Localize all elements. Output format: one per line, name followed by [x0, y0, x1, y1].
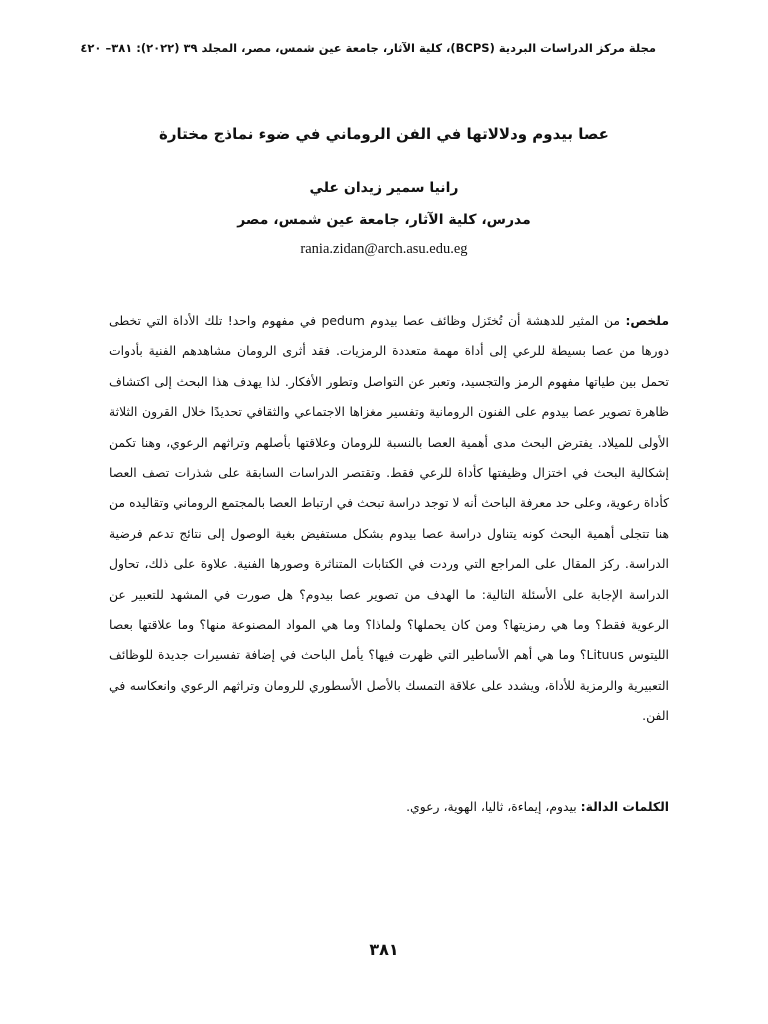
keywords-label: الكلمات الدالة: — [580, 799, 669, 814]
article-title: عصا بيدوم ودلالاتها في الفن الروماني في ضوء نماذج مختارة — [159, 125, 609, 143]
keywords — [109, 796, 669, 818]
running-header: مجلة مركز الدراسات البردية (BCPS)، كلية الآثار، جامعة عين شمس، مصر، المجلد ٣٩ (٢٠٢٢): ٣٨١– ٤٢٠ — [80, 41, 656, 55]
abstract-text: من المثير للدهشة أن تُختَزل وظائف عصا بيدوم pedum في مفهوم واحد! تلك الأداة التي تخطى دورها من عصا بسيطة للرعي إلى أداة مهمة متعددة الرمزيات. فقد أثرى الرومان مشاهدهم الفنية بأدوات تحمل بين طياتها مفهوم الرمز والتجسيد، وتعبر عن التواصل وتطور الأفكار. لذا يهدف هذا البحث إلى اكتشاف ظاهرة تصوير عصا بيدوم على الفنون الرومانية وتفسير مغزاها الاجتماعي والثقافي تحديدًا خلال القرون الثلاثة الأولى للميلاد. يفترض البحث مدى أهمية العصا بالنسبة للرومان وعلاقتها بأصلهم وتراثهم الرعوي، وهنا تكمن إشكالية البحث في اختزال وظيفتها كأداة للرعي فقط. وتقتصر الدراسات السابقة على شذرات تصف العصا كأداة رعوية، وعلى حد معرفة الباحث أنه لا توجد دراسة تبحث في ارتباط العصا بالمجتمع الروماني وتقاليده من هنا تتجلى أهمية البحث كونه يتناول دراسة عصا بيدوم بشكل مستفيض بغية الوصول إلى نتائج تدعم فرضية الدراسة. ركز المقال على المراجع التي وردت في الكتابات المتناثرة وصورها الفنية. علاوة على ذلك، تحاول الدراسة الإجابة على الأسئلة التالية: ما الهدف من تصوير عصا بيدوم؟ هل صورت في المشهد للتعبير عن الرعوية فقط؟ وما هي رمزيتها؟ ومن كان يحملها؟ ولماذا؟ وما هي المواد المصنوعة منها؟ وما علاقتها بعصا الليتوس Lituus؟ وما هي أهم الأساطير التي ظهرت فيها؟ يأمل الباحث في إضافة تفسيرات جديدة للوظائف التعبيرية والرمزية للأداة، ويشدد على علاقة التمسك بالأصل الأسطوري للرومان وتراثهم الرعوي وانعكاسه في الفن. — [109, 313, 669, 724]
abstract-label: ملخص: — [625, 313, 669, 328]
author-email[interactable]: rania.zidan@arch.asu.edu.eg — [300, 241, 468, 257]
page-number: ٣٨١ — [369, 940, 399, 959]
author-affiliation: مدرس، كلية الآثار، جامعة عين شمس، مصر — [237, 212, 531, 228]
abstract — [109, 306, 669, 732]
keywords-text: بيدوم، إيماءة، ثاليا، الهوية، رعوي. — [406, 799, 577, 814]
author-name: رانيا سمير زيدان علي — [309, 180, 459, 196]
